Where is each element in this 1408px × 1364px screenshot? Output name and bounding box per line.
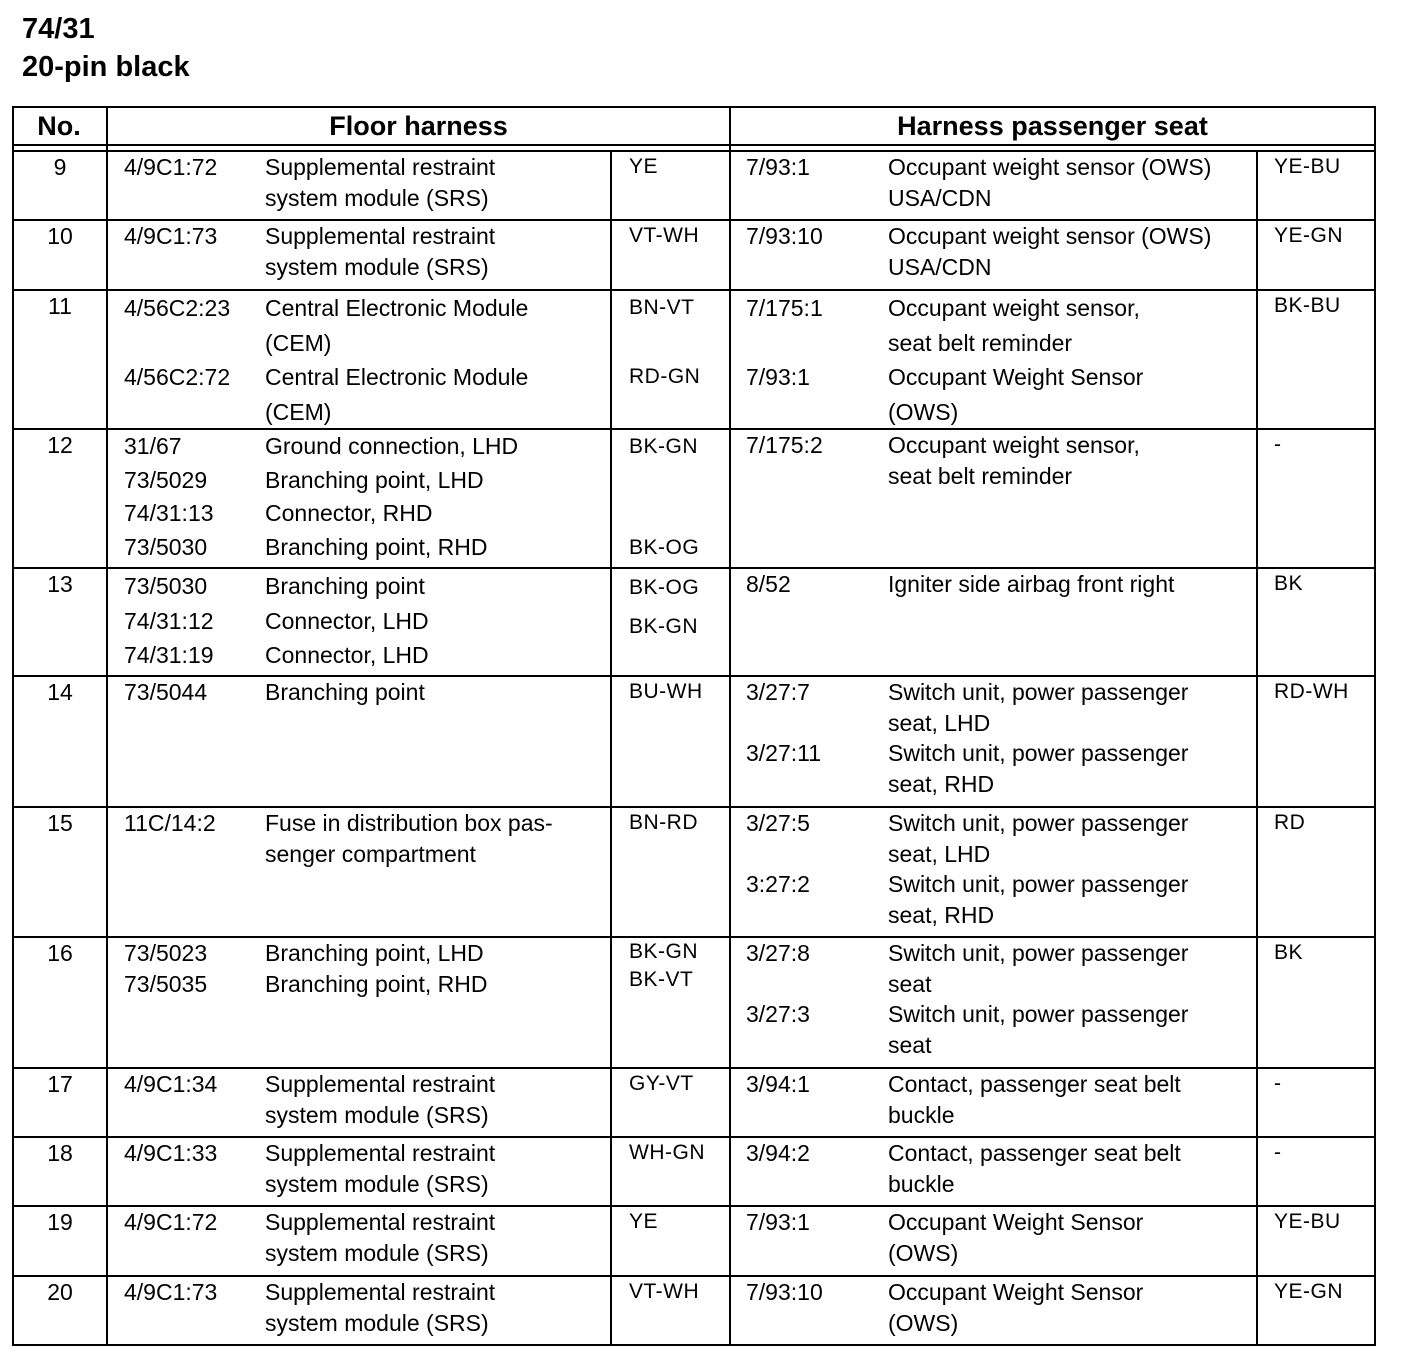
seat-wire-color: RD (1274, 811, 1306, 834)
seat-code: 7/175:2 (746, 432, 823, 458)
seat-wire-color: BK-BU (1274, 294, 1341, 317)
floor-description: Central Electronic Module (CEM) Central Electronic Module (CEM) (265, 295, 529, 425)
column-header-no: No. (37, 111, 81, 141)
column-header-floor: Floor harness (329, 111, 508, 141)
floor-wire-color: BK-OG BK-GN (629, 576, 700, 638)
floor-wire-color: BK-GN BK-VT (629, 940, 699, 991)
floor-description: Branching point (265, 679, 425, 705)
floor-code: 4/9C1:73 (124, 223, 218, 249)
floor-description: Supplemental restraint system module (SRS) (265, 223, 496, 280)
floor-code: 73/5044 (124, 679, 208, 705)
pin-number: 13 (47, 571, 73, 597)
seat-wire-color: YE-BU (1274, 1210, 1341, 1233)
floor-code: 4/9C1:33 (124, 1140, 218, 1166)
floor-description: Supplemental restraint system module (SRS) (265, 1071, 496, 1128)
pin-number: 11 (48, 293, 72, 319)
floor-description: Fuse in distribution box pas- senger compartment (265, 810, 553, 867)
seat-description: Contact, passenger seat belt buckle (888, 1071, 1181, 1128)
seat-description: Switch unit, power passenger seat, LHD Switch unit, power passenger seat, RHD (888, 679, 1189, 797)
floor-wire-color: BN-VT RD-GN (629, 296, 701, 388)
floor-code: 4/9C1:34 (124, 1071, 218, 1097)
seat-code: 3/27:5 3:27:2 (746, 810, 810, 897)
seat-wire-color: - (1274, 1141, 1282, 1164)
pin-number: 12 (47, 432, 73, 458)
floor-code: 4/9C1:72 (124, 1209, 218, 1235)
floor-code: 4/9C1:73 (124, 1279, 218, 1305)
seat-code: 3/94:1 (746, 1071, 810, 1097)
floor-description: Supplemental restraint system module (SRS) (265, 1140, 496, 1197)
floor-code: 4/9C1:72 (124, 154, 218, 180)
floor-code: 73/5030 74/31:12 74/31:19 (124, 573, 214, 668)
seat-code: 7/93:10 (746, 223, 823, 249)
seat-code: 7/93:10 (746, 1279, 823, 1305)
floor-wire-color: YE (629, 155, 659, 178)
seat-wire-color: - (1274, 1072, 1282, 1095)
seat-description: Occupant weight sensor, seat belt reminder (888, 432, 1140, 489)
seat-wire-color: YE-BU (1274, 155, 1341, 178)
seat-code: 3/27:8 3/27:3 (746, 940, 810, 1027)
floor-wire-color: VT-WH (629, 1280, 700, 1303)
pin-number: 19 (47, 1209, 73, 1235)
pin-number: 9 (53, 154, 67, 180)
seat-description: Occupant weight sensor, seat belt reminder Occupant Weight Sensor (OWS) (888, 295, 1144, 425)
seat-description: Occupant weight sensor (OWS) USA/CDN (888, 154, 1212, 211)
seat-wire-color: BK (1274, 572, 1304, 595)
seat-wire-color: YE-GN (1274, 224, 1344, 247)
seat-description: Occupant Weight Sensor (OWS) (888, 1279, 1144, 1336)
floor-wire-color: BU-WH (629, 680, 703, 703)
floor-code: 73/5023 73/5035 (124, 940, 208, 997)
divider-floor-seat (729, 106, 731, 1346)
pin-number: 14 (47, 679, 73, 705)
seat-wire-color: RD-WH (1274, 680, 1349, 703)
floor-wire-color: WH-GN (629, 1141, 705, 1164)
floor-description: Supplemental restraint system module (SRS) (265, 154, 496, 211)
seat-description: Contact, passenger seat belt buckle (888, 1140, 1181, 1197)
floor-wire-color: GY-VT (629, 1072, 694, 1095)
floor-code: 11C/14:2 (124, 810, 216, 836)
connector-description: 20-pin black (22, 51, 190, 83)
header-rule (12, 144, 1376, 146)
seat-description: Switch unit, power passenger seat Switch unit, power passenger seat (888, 940, 1189, 1058)
column-header-seat: Harness passenger seat (897, 111, 1208, 141)
floor-description: Branching point Connector, LHD Connector, LHD (265, 573, 429, 668)
connector-number: 74/31 (22, 13, 95, 45)
floor-wire-color: YE (629, 1210, 659, 1233)
pin-number: 10 (47, 223, 73, 249)
seat-wire-color: YE-GN (1274, 1280, 1344, 1303)
seat-code: 3/27:7 3/27:11 (746, 679, 822, 766)
floor-description: Branching point, LHD Branching point, RHD (265, 940, 488, 997)
floor-wire-color: BK-GN BK-OG (629, 435, 700, 559)
floor-description: Supplemental restraint system module (SRS) (265, 1279, 496, 1336)
pin-number: 18 (47, 1140, 73, 1166)
floor-wire-color: BN-RD (629, 811, 698, 834)
seat-wire-color: - (1274, 433, 1282, 456)
seat-description: Switch unit, power passenger seat, LHD Switch unit, power passenger seat, RHD (888, 810, 1189, 928)
seat-code: 7/175:1 7/93:1 (746, 295, 823, 390)
seat-description: Occupant weight sensor (OWS) USA/CDN (888, 223, 1212, 280)
seat-code: 7/93:1 (746, 1209, 810, 1235)
floor-description: Supplemental restraint system module (SRS) (265, 1209, 496, 1266)
seat-description: Igniter side airbag front right (888, 571, 1175, 597)
floor-code: 31/67 73/5029 74/31:13 73/5030 (124, 433, 214, 560)
seat-wire-color: BK (1274, 941, 1304, 964)
seat-code: 3/94:2 (746, 1140, 810, 1166)
seat-description: Occupant Weight Sensor (OWS) (888, 1209, 1144, 1266)
seat-code: 7/93:1 (746, 154, 810, 180)
pin-number: 17 (47, 1071, 73, 1097)
floor-code: 4/56C2:23 4/56C2:72 (124, 295, 231, 390)
pin-number: 20 (47, 1279, 73, 1305)
pin-number: 16 (47, 940, 73, 966)
floor-description: Ground connection, LHD Branching point, LHD Connector, RHD Branching point, RHD (265, 433, 519, 560)
floor-wire-color: VT-WH (629, 224, 700, 247)
pin-number: 15 (47, 810, 73, 836)
seat-code: 8/52 (746, 571, 791, 597)
